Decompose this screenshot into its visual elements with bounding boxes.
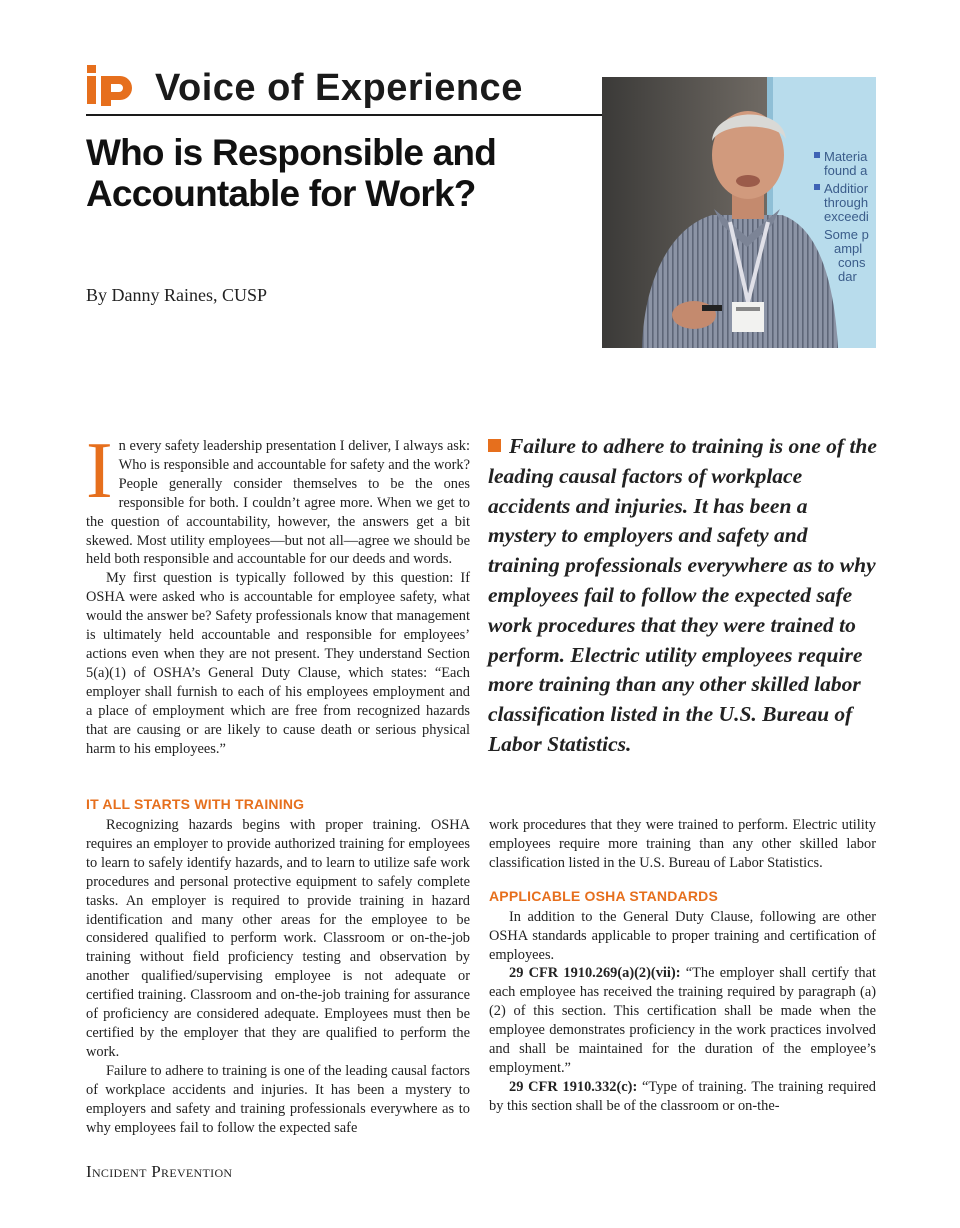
section-kicker: Voice of Experience [155,67,523,109]
subhead-osha-standards: APPLICABLE OSHA STANDARDS [489,887,719,904]
publication-footer: Incident Prevention [86,1162,233,1181]
slide-line: Additior [824,181,869,196]
byline: By Danny Raines, CUSP [86,285,268,305]
training-paragraph-1: Recognizing hazards begins with proper training. OSHA requires an employer to provide authorized training for employees to learn to safely identify hazards, and to learn to utilize safe work procedures and personal protective equipment to safely complete tasks. An employer is required to provide training in hazard identification and many other areas for the employee to be considered qualified to perform work. Classroom or on-the-job training without field proficiency testing and observation by another qualified/supervising employee is not adequate or certified training. Classroom and on-the-job training for assurance of proficiency are considered adequate. Employees must then be certified by the employer that they are qualified to perform the work. [86,817,470,1060]
slide-line: cons [838,255,866,270]
pull-quote [488,432,880,760]
cfr-label: 29 CFR 1910.269(a)(2)(vii): [509,965,681,982]
cfr-text: “Type of training. The training required by this section shall be of the classroom or on-the- [489,1078,877,1114]
slide-line: found a [824,163,868,178]
slide-line: exceedi [824,209,869,224]
intro-paragraph-2: My first question is typically followed by this question: If OSHA were asked who is accountable for employee safety, what would the answer be? Safety professionals know that management is ultimately held accountable and responsible for employees’ actions even when they are not present. They understand Section 5(a)(1) of OSHA’s General Duty Clause, which states: “Each employer shall furnish to each of his employees employment and a place of employment which are free from recognized hazards that are causing or are likely to cause death or serious physical harm to his employees.” [86,570,470,757]
standards-paragraph-3 [489,1078,876,1116]
standards-section [489,816,876,1116]
training-paragraph-2: Failure to adhere to training is one of the leading causal factors of workplace accidents and injuries. It has been a mystery to employers and safety and training professionals everywhere as to why employees fail to follow the expected safe [86,1062,470,1136]
intro-paragraph-1: n every safety leadership presentation I deliver, I always ask: Who is responsible and accountable for safety and the work? People generally consider themselves to be the ones responsible for both. I couldn’t agree more. When we get to the question of accountability, however, the answers get a bit skewed. Most utility employees—but not all—agree we should be held both responsible and accountable for our deeds and words. [86,438,470,568]
square-bullet-icon [488,439,501,452]
cfr-text: “The employer shall certify that each employee has received the training required by paragraph (a)(2) of this section. This certification shall be made when the employee demonstrates proficiency in the work practices involved and shall be maintained for the duration of the employee’s employment.” [489,965,876,1076]
speaker-photo [602,77,876,348]
standards-paragraph-1: In addition to the General Duty Clause, following are other OSHA standards applicable to proper training and certification of employees. [489,908,876,963]
cfr-label: 29 CFR 1910.332(c): [509,1078,638,1095]
speaker-photo-icon [602,77,876,348]
slide-line: Some p [824,227,869,242]
ip-logo-icon [86,62,138,106]
article-intro [86,427,470,758]
training-section [86,795,470,1137]
subhead-training: IT ALL STARTS WITH TRAINING [86,796,305,812]
slide-line: ampl [834,241,863,256]
slide-line: through [824,195,869,210]
drop-cap: I [86,427,113,515]
pull-quote-text: Failure to adhere to training is one of the leading causal factors of workplace accidents and injuries. It has been a mystery to employers and safety and training professionals everywhere as to why employees fail to follow the expected safe work procedures that they were trained to perform. Electric utility employees require more training than any other skilled labor classification listed in the U.S. Bureau of Labor Statistics. [488,434,877,756]
standards-paragraph-2 [489,964,876,1077]
slide-line: dar [838,269,857,284]
article-headline: Who is Responsible and Accountable for Work? [86,132,496,214]
slide-line: Materia [824,149,868,164]
header-rule [86,114,602,116]
continued-paragraph: work procedures that they were trained to perform. Electric utility employees require more training than any other skilled labor classification listed in the U.S. Bureau of Labor Statistics. [489,817,876,871]
